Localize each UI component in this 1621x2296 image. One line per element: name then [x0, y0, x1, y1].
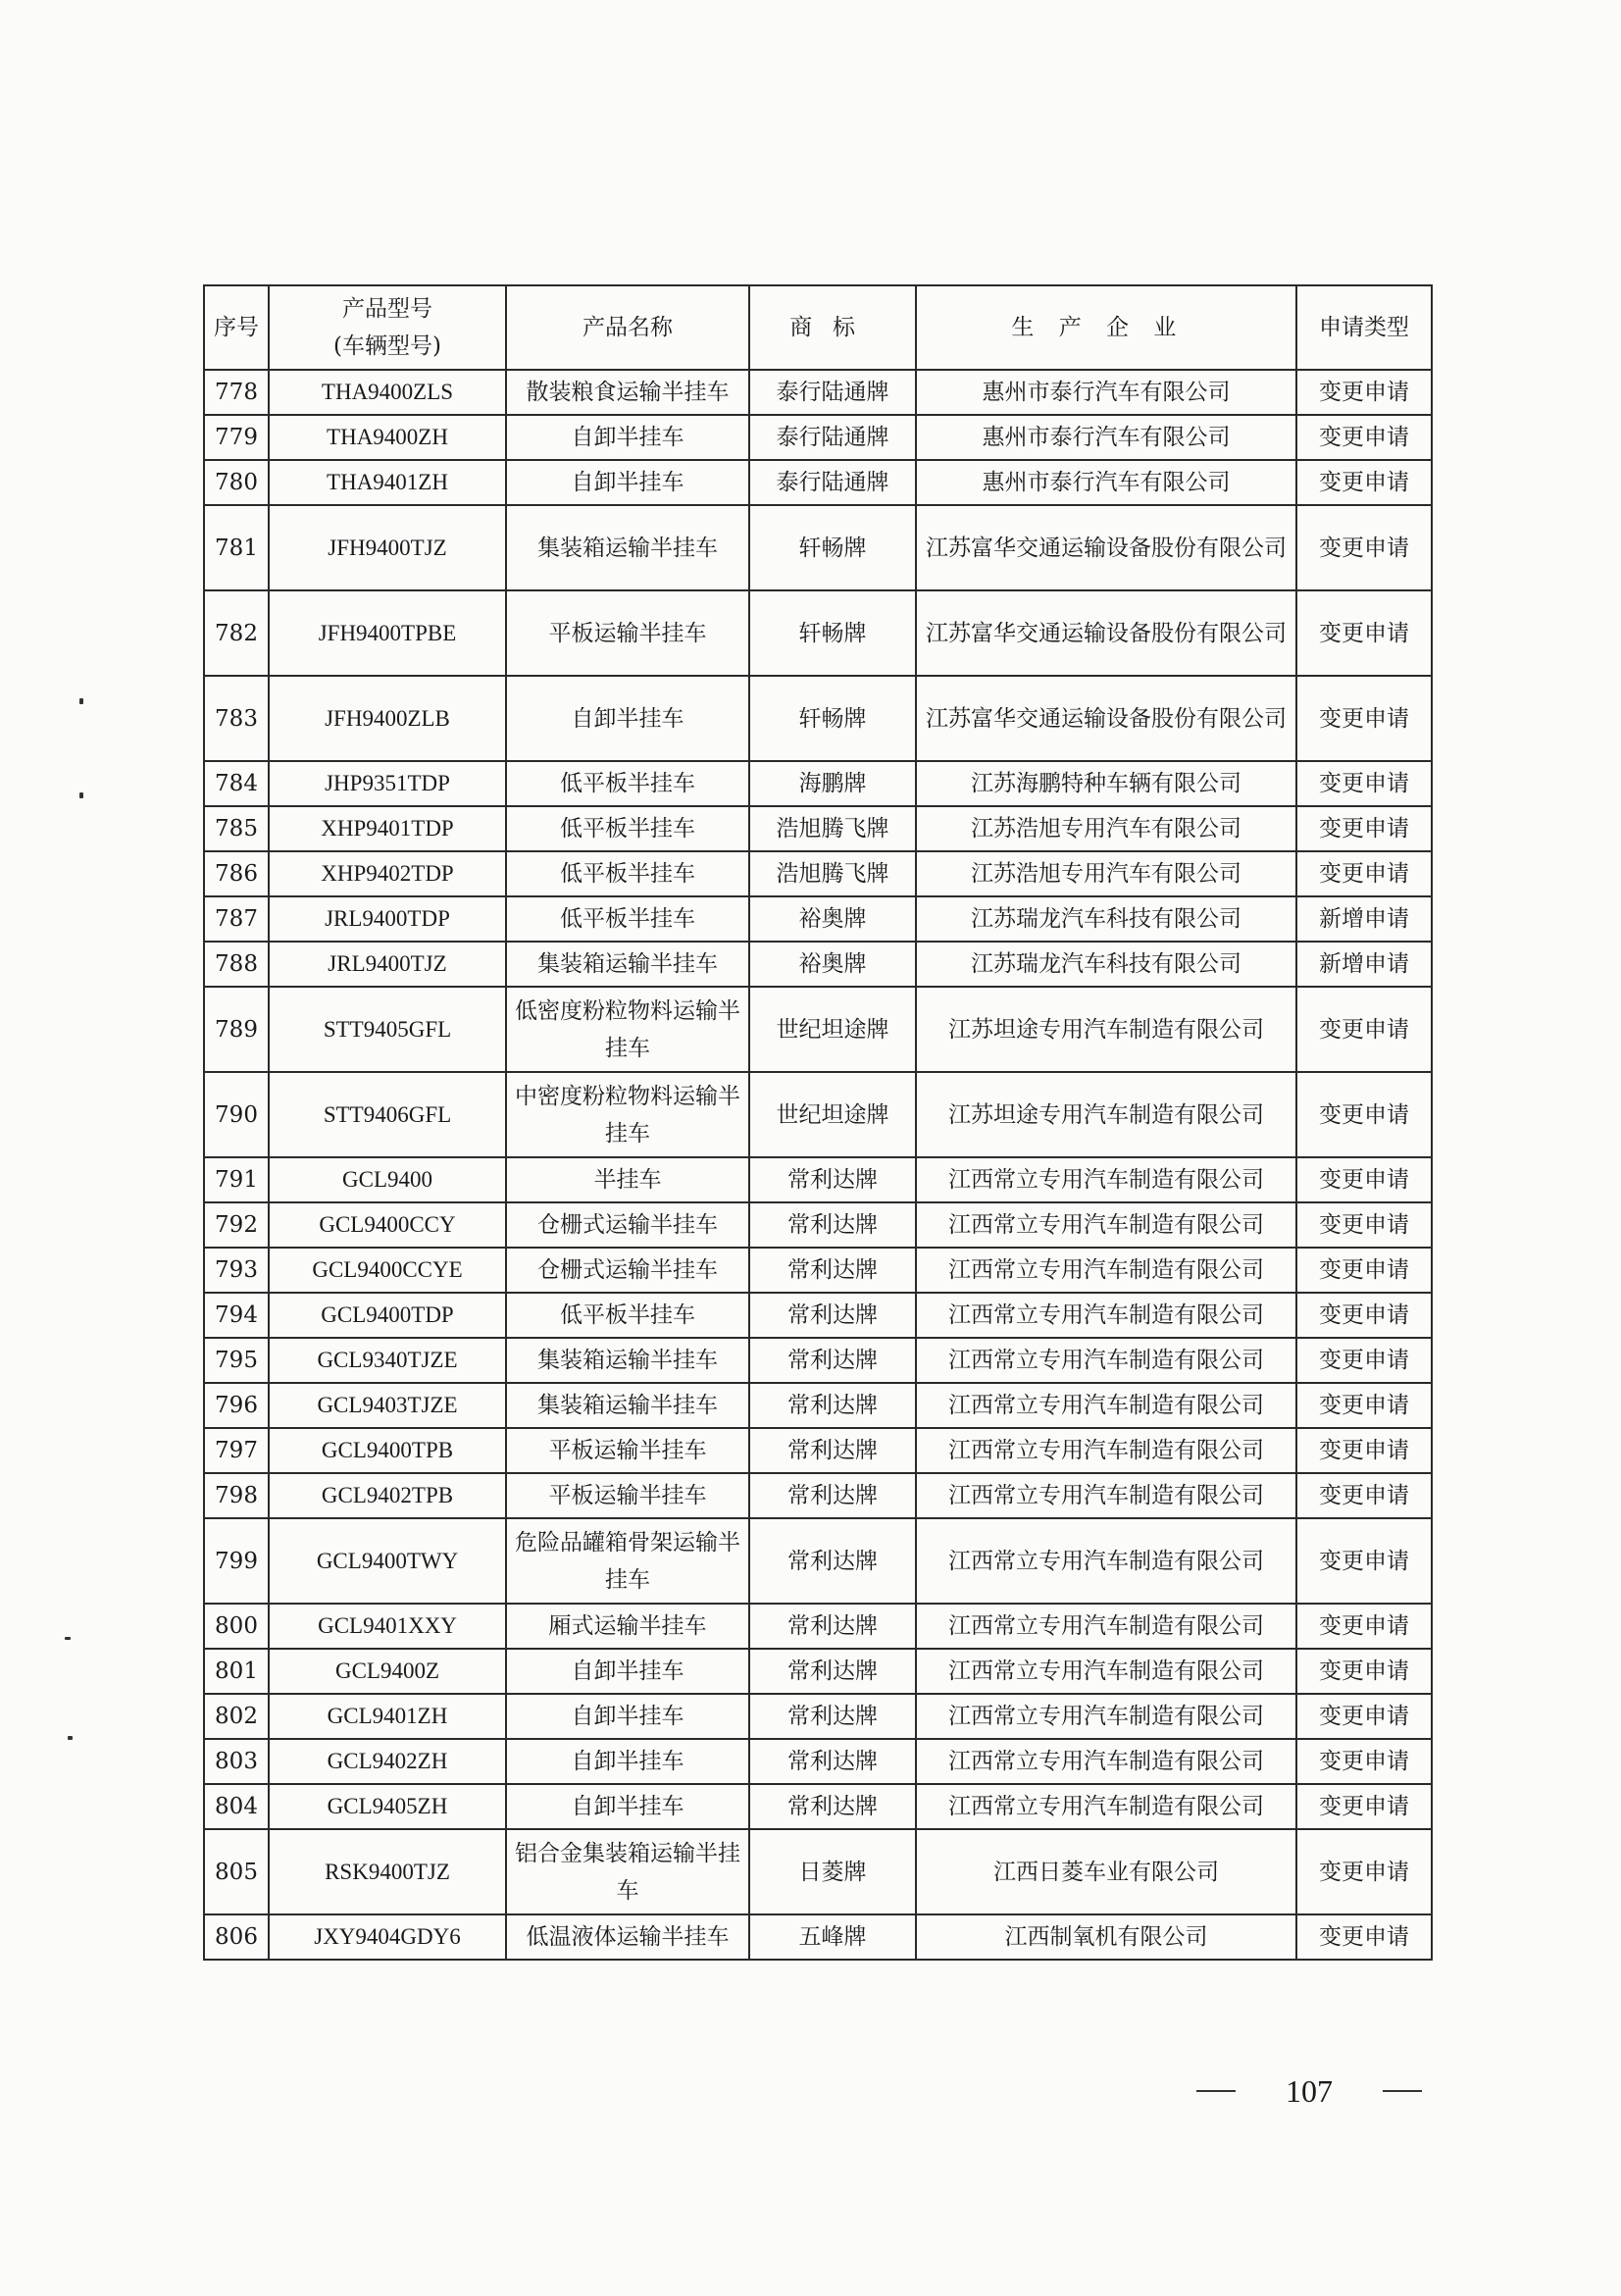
cell-company: 江西常立专用汽车制造有限公司 [916, 1338, 1296, 1383]
cell-company: 江西制氧机有限公司 [916, 1914, 1296, 1960]
cell-company: 江西常立专用汽车制造有限公司 [916, 1739, 1296, 1784]
table-row [204, 1338, 1432, 1383]
cell-index: 792 [204, 1202, 269, 1248]
cell-index: 800 [204, 1604, 269, 1649]
cell-model: XHP9402TDP [269, 851, 506, 896]
cell-index: 794 [204, 1293, 269, 1338]
table-row [204, 896, 1432, 942]
page-number-left-dash [1196, 2090, 1236, 2092]
cell-model: GCL9400CCYE [269, 1248, 506, 1293]
cell-company: 江西常立专用汽车制造有限公司 [916, 1694, 1296, 1739]
cell-company: 江西常立专用汽车制造有限公司 [916, 1248, 1296, 1293]
cell-model: GCL9400 [269, 1157, 506, 1202]
cell-brand: 轩畅牌 [749, 590, 916, 676]
cell-type: 变更申请 [1296, 1338, 1432, 1383]
scan-speck [79, 698, 83, 704]
cell-model: XHP9401TDP [269, 806, 506, 851]
cell-model: JFH9400ZLB [269, 676, 506, 761]
table-row [204, 415, 1432, 460]
cell-index: 778 [204, 370, 269, 415]
cell-model: GCL9402ZH [269, 1739, 506, 1784]
cell-type: 变更申请 [1296, 761, 1432, 806]
table-header [204, 285, 1432, 370]
cell-company: 惠州市泰行汽车有限公司 [916, 370, 1296, 415]
page-number-right-dash [1383, 2090, 1422, 2092]
header-model-line2: (车辆型号) [333, 333, 441, 359]
cell-name: 集装箱运输半挂车 [506, 1338, 749, 1383]
cell-type: 变更申请 [1296, 590, 1432, 676]
cell-company: 江西常立专用汽车制造有限公司 [916, 1518, 1296, 1604]
cell-company: 江苏坦途专用汽车制造有限公司 [916, 987, 1296, 1072]
cell-index: 787 [204, 896, 269, 942]
cell-model: STT9406GFL [269, 1072, 506, 1157]
cell-name: 平板运输半挂车 [506, 590, 749, 676]
cell-company: 惠州市泰行汽车有限公司 [916, 460, 1296, 505]
cell-model: GCL9401XXY [269, 1604, 506, 1649]
cell-type: 变更申请 [1296, 1739, 1432, 1784]
cell-name: 集装箱运输半挂车 [506, 1383, 749, 1428]
table-row [204, 851, 1432, 896]
cell-index: 788 [204, 942, 269, 987]
table-row [204, 1784, 1432, 1829]
table-row [204, 460, 1432, 505]
table-row [204, 590, 1432, 676]
table-row [204, 1829, 1432, 1914]
header-company: 生产企业 [916, 285, 1296, 370]
cell-name: 铝合金集装箱运输半挂车 [506, 1829, 749, 1914]
cell-index: 795 [204, 1338, 269, 1383]
table-row [204, 806, 1432, 851]
cell-brand: 泰行陆通牌 [749, 415, 916, 460]
cell-brand: 常利达牌 [749, 1293, 916, 1338]
header-model-line1: 产品型号 [342, 296, 432, 322]
table-row [204, 1604, 1432, 1649]
cell-model: GCL9403TJZE [269, 1383, 506, 1428]
cell-name: 集装箱运输半挂车 [506, 505, 749, 590]
cell-index: 797 [204, 1428, 269, 1473]
table-row [204, 1739, 1432, 1784]
cell-name: 平板运输半挂车 [506, 1428, 749, 1473]
cell-index: 786 [204, 851, 269, 896]
cell-model: THA9401ZH [269, 460, 506, 505]
cell-type: 变更申请 [1296, 1072, 1432, 1157]
cell-type: 变更申请 [1296, 505, 1432, 590]
table-row [204, 942, 1432, 987]
cell-brand: 海鹏牌 [749, 761, 916, 806]
cell-name: 平板运输半挂车 [506, 1473, 749, 1518]
cell-company: 江苏浩旭专用汽车有限公司 [916, 806, 1296, 851]
header-model [269, 285, 506, 370]
cell-type: 变更申请 [1296, 1383, 1432, 1428]
cell-model: JXY9404GDY6 [269, 1914, 506, 1960]
cell-name: 自卸半挂车 [506, 1694, 749, 1739]
cell-company: 江西日菱车业有限公司 [916, 1829, 1296, 1914]
cell-name: 自卸半挂车 [506, 460, 749, 505]
cell-company: 江苏瑞龙汽车科技有限公司 [916, 896, 1296, 942]
cell-name: 厢式运输半挂车 [506, 1604, 749, 1649]
cell-index: 790 [204, 1072, 269, 1157]
cell-brand: 常利达牌 [749, 1694, 916, 1739]
cell-index: 779 [204, 415, 269, 460]
cell-name: 低平板半挂车 [506, 1293, 749, 1338]
cell-type: 变更申请 [1296, 370, 1432, 415]
cell-name: 仓栅式运输半挂车 [506, 1248, 749, 1293]
cell-index: 780 [204, 460, 269, 505]
cell-company: 江苏富华交通运输设备股份有限公司 [916, 590, 1296, 676]
cell-index: 785 [204, 806, 269, 851]
cell-model: GCL9340TJZE [269, 1338, 506, 1383]
cell-name: 中密度粉粒物料运输半挂车 [506, 1072, 749, 1157]
cell-company: 江苏坦途专用汽车制造有限公司 [916, 1072, 1296, 1157]
cell-index: 801 [204, 1649, 269, 1694]
scan-speck [68, 1736, 73, 1740]
table-row [204, 370, 1432, 415]
cell-type: 变更申请 [1296, 460, 1432, 505]
cell-model: THA9400ZH [269, 415, 506, 460]
table-row [204, 1157, 1432, 1202]
cell-name: 低密度粉粒物料运输半挂车 [506, 987, 749, 1072]
cell-company: 惠州市泰行汽车有限公司 [916, 415, 1296, 460]
cell-model: GCL9400TWY [269, 1518, 506, 1604]
table-row [204, 1072, 1432, 1157]
cell-brand: 常利达牌 [749, 1604, 916, 1649]
cell-brand: 常利达牌 [749, 1338, 916, 1383]
cell-name: 自卸半挂车 [506, 1739, 749, 1784]
cell-company: 江苏富华交通运输设备股份有限公司 [916, 505, 1296, 590]
cell-brand: 裕奥牌 [749, 896, 916, 942]
cell-type: 变更申请 [1296, 987, 1432, 1072]
cell-index: 805 [204, 1829, 269, 1914]
cell-name: 自卸半挂车 [506, 1649, 749, 1694]
cell-brand: 常利达牌 [749, 1202, 916, 1248]
cell-brand: 常利达牌 [749, 1649, 916, 1694]
scan-speck [79, 792, 83, 798]
vehicle-product-table [203, 284, 1433, 1961]
cell-company: 江苏海鹏特种车辆有限公司 [916, 761, 1296, 806]
cell-brand: 裕奥牌 [749, 942, 916, 987]
cell-brand: 常利达牌 [749, 1383, 916, 1428]
cell-company: 江西常立专用汽车制造有限公司 [916, 1293, 1296, 1338]
cell-type: 变更申请 [1296, 1473, 1432, 1518]
cell-brand: 世纪坦途牌 [749, 1072, 916, 1157]
cell-model: GCL9401ZH [269, 1694, 506, 1739]
cell-index: 784 [204, 761, 269, 806]
cell-type: 变更申请 [1296, 1829, 1432, 1914]
table-row [204, 1202, 1432, 1248]
header-brand: 商标 [749, 285, 916, 370]
table-row [204, 1518, 1432, 1604]
cell-type: 新增申请 [1296, 896, 1432, 942]
cell-name: 仓栅式运输半挂车 [506, 1202, 749, 1248]
cell-brand: 浩旭腾飞牌 [749, 806, 916, 851]
cell-name: 自卸半挂车 [506, 415, 749, 460]
cell-index: 789 [204, 987, 269, 1072]
cell-type: 新增申请 [1296, 942, 1432, 987]
cell-brand: 浩旭腾飞牌 [749, 851, 916, 896]
cell-brand: 常利达牌 [749, 1518, 916, 1604]
cell-type: 变更申请 [1296, 1248, 1432, 1293]
cell-model: GCL9400TPB [269, 1428, 506, 1473]
table-row [204, 1248, 1432, 1293]
cell-model: JHP9351TDP [269, 761, 506, 806]
cell-type: 变更申请 [1296, 1649, 1432, 1694]
cell-name: 低平板半挂车 [506, 896, 749, 942]
table-row [204, 1649, 1432, 1694]
cell-company: 江西常立专用汽车制造有限公司 [916, 1428, 1296, 1473]
cell-company: 江苏浩旭专用汽车有限公司 [916, 851, 1296, 896]
cell-brand: 日菱牌 [749, 1829, 916, 1914]
cell-name: 半挂车 [506, 1157, 749, 1202]
cell-index: 796 [204, 1383, 269, 1428]
cell-model: JRL9400TJZ [269, 942, 506, 987]
cell-model: GCL9400CCY [269, 1202, 506, 1248]
table-row [204, 1383, 1432, 1428]
cell-brand: 泰行陆通牌 [749, 370, 916, 415]
cell-company: 江西常立专用汽车制造有限公司 [916, 1157, 1296, 1202]
cell-model: GCL9402TPB [269, 1473, 506, 1518]
table-row [204, 1473, 1432, 1518]
table-row [204, 1694, 1432, 1739]
cell-type: 变更申请 [1296, 1157, 1432, 1202]
cell-model: JFH9400TJZ [269, 505, 506, 590]
cell-brand: 泰行陆通牌 [749, 460, 916, 505]
cell-name: 危险品罐箱骨架运输半挂车 [506, 1518, 749, 1604]
page-number-text: 107 [1286, 2072, 1333, 2109]
cell-brand: 五峰牌 [749, 1914, 916, 1960]
cell-index: 798 [204, 1473, 269, 1518]
cell-type: 变更申请 [1296, 1604, 1432, 1649]
cell-type: 变更申请 [1296, 851, 1432, 896]
table-row [204, 1293, 1432, 1338]
cell-index: 782 [204, 590, 269, 676]
table-body [204, 370, 1432, 1960]
page-number [1196, 2069, 1422, 2113]
header-index: 序号 [204, 285, 269, 370]
cell-name: 集装箱运输半挂车 [506, 942, 749, 987]
table-row [204, 987, 1432, 1072]
cell-model: GCL9400Z [269, 1649, 506, 1694]
cell-type: 变更申请 [1296, 1914, 1432, 1960]
cell-type: 变更申请 [1296, 1428, 1432, 1473]
table-row [204, 761, 1432, 806]
cell-model: RSK9400TJZ [269, 1829, 506, 1914]
header-type: 申请类型 [1296, 285, 1432, 370]
cell-model: JRL9400TDP [269, 896, 506, 942]
cell-type: 变更申请 [1296, 1518, 1432, 1604]
cell-name: 低平板半挂车 [506, 806, 749, 851]
cell-name: 低温液体运输半挂车 [506, 1914, 749, 1960]
cell-type: 变更申请 [1296, 1293, 1432, 1338]
cell-company: 江苏瑞龙汽车科技有限公司 [916, 942, 1296, 987]
cell-type: 变更申请 [1296, 415, 1432, 460]
table-row [204, 505, 1432, 590]
cell-index: 804 [204, 1784, 269, 1829]
cell-model: GCL9400TDP [269, 1293, 506, 1338]
table-row [204, 1428, 1432, 1473]
cell-model: THA9400ZLS [269, 370, 506, 415]
cell-name: 自卸半挂车 [506, 1784, 749, 1829]
cell-name: 低平板半挂车 [506, 761, 749, 806]
cell-brand: 常利达牌 [749, 1739, 916, 1784]
cell-brand: 常利达牌 [749, 1428, 916, 1473]
cell-index: 802 [204, 1694, 269, 1739]
cell-name: 低平板半挂车 [506, 851, 749, 896]
table-row [204, 1914, 1432, 1960]
cell-type: 变更申请 [1296, 1694, 1432, 1739]
cell-index: 781 [204, 505, 269, 590]
cell-index: 793 [204, 1248, 269, 1293]
cell-model: GCL9405ZH [269, 1784, 506, 1829]
cell-type: 变更申请 [1296, 1202, 1432, 1248]
cell-company: 江西常立专用汽车制造有限公司 [916, 1383, 1296, 1428]
cell-company: 江西常立专用汽车制造有限公司 [916, 1473, 1296, 1518]
cell-brand: 轩畅牌 [749, 505, 916, 590]
cell-brand: 轩畅牌 [749, 676, 916, 761]
scan-speck [65, 1637, 71, 1640]
cell-index: 799 [204, 1518, 269, 1604]
cell-name: 自卸半挂车 [506, 676, 749, 761]
header-name: 产品名称 [506, 285, 749, 370]
cell-name: 散装粮食运输半挂车 [506, 370, 749, 415]
cell-brand: 常利达牌 [749, 1473, 916, 1518]
cell-brand: 常利达牌 [749, 1157, 916, 1202]
cell-brand: 常利达牌 [749, 1248, 916, 1293]
cell-company: 江西常立专用汽车制造有限公司 [916, 1649, 1296, 1694]
table-row [204, 676, 1432, 761]
cell-company: 江西常立专用汽车制造有限公司 [916, 1604, 1296, 1649]
cell-brand: 常利达牌 [749, 1784, 916, 1829]
cell-model: JFH9400TPBE [269, 590, 506, 676]
cell-type: 变更申请 [1296, 806, 1432, 851]
cell-company: 江西常立专用汽车制造有限公司 [916, 1784, 1296, 1829]
cell-index: 806 [204, 1914, 269, 1960]
cell-company: 江苏富华交通运输设备股份有限公司 [916, 676, 1296, 761]
table-header-row [204, 285, 1432, 370]
cell-company: 江西常立专用汽车制造有限公司 [916, 1202, 1296, 1248]
cell-type: 变更申请 [1296, 676, 1432, 761]
cell-type: 变更申请 [1296, 1784, 1432, 1829]
cell-index: 783 [204, 676, 269, 761]
cell-index: 803 [204, 1739, 269, 1784]
cell-index: 791 [204, 1157, 269, 1202]
cell-brand: 世纪坦途牌 [749, 987, 916, 1072]
cell-model: STT9405GFL [269, 987, 506, 1072]
